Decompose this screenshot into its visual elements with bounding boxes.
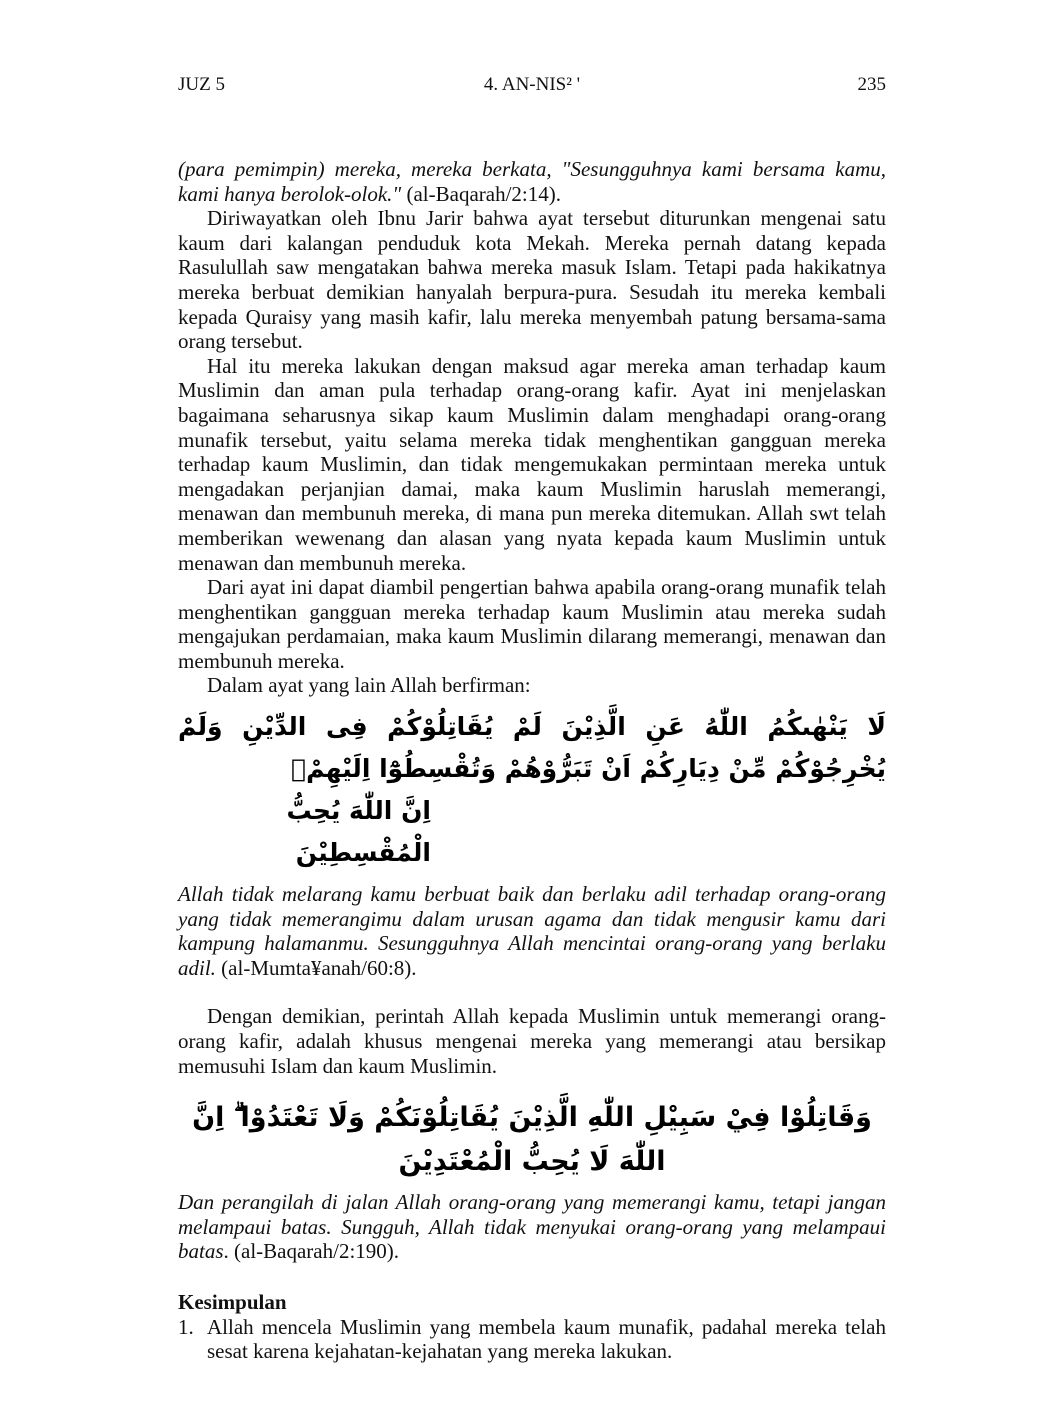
paragraph-4: Dalam ayat yang lain Allah berfirman:	[207, 673, 531, 698]
section-heading-conclusion: Kesimpulan	[178, 1290, 287, 1314]
quote-text: (para pemimpin) mereka, mereka berkata, "Sesungguhnya kami bersama kamu, kami hanya berolok-olok."	[178, 157, 886, 206]
translation-baqarah	[178, 1190, 886, 1264]
page-header	[178, 74, 886, 98]
paragraph-2: Hal itu mereka lakukan dengan maksud agar mereka aman terhadap kaum Muslimin dan aman pula terhadap orang-orang kafir. Ayat ini menjelaskan bagaimana seharusnya sikap kaum Muslimin dalam menghadapi orang-orang munafik tersebut, yaitu selama mereka tidak menghentikan gangguan mereka terhadap kaum Muslimin, dan tidak mengemukakan permintaan mereka untuk mengadakan perjanjian damai, maka kaum Muslimin haruslah memerangi, menawan dan membunuh mereka, di mana pun mereka ditemukan. Allah swt telah memberikan wewenang dan alasan yang nyata kepada kaum Muslimin untuk menawan dan membunuh mereka.	[178, 353, 886, 575]
translation-reference: . (al-Baqarah/2:190).	[223, 1239, 400, 1264]
arabic-verse-mumtahanah	[178, 706, 886, 874]
translation-text: Allah tidak melarang kamu berbuat baik dan berlaku adil terhadap orang-orang yang tidak memerangimu dalam urusan agama dan tidak mengusir kamu dari kampung halamanmu. Sesungguhnya Allah mencintai orang-orang yang berlaku adil.	[178, 882, 886, 980]
paragraph-3: Dari ayat ini dapat diambil pengertian bahwa apabila orang-orang munafik telah menghentikan gangguan mereka terhadap kaum Muslimin atau mereka sudah mengajukan perdamaian, maka kaum Muslimin dilarang memerangi, menawan dan membunuh mereka.	[178, 575, 886, 673]
list-item-text: Allah mencela Muslimin yang membela kaum munafik, padahal mereka telah sesat karena kejahatan-kejahatan yang mereka lakukan.	[207, 1314, 886, 1364]
paragraph-1: Diriwayatkan oleh Ibnu Jarir bahwa ayat tersebut diturunkan mengenai satu kaum dari kalangan penduduk kota Mekah. Mereka pernah datang kepada Rasulullah saw mengatakan bahwa mereka masuk Islam. Tetapi pada hakikatnya mereka berbuat demikian hanyalah berpura-pura. Sesudah itu mereka kembali kepada Quraisy yang masih kafir, lalu mereka menyembah patung bersama-sama orang tersebut.	[178, 206, 886, 354]
arabic-verse-line-2: اِنَّ اللّٰهَ يُحِبُّ الْمُقْسِطِيْنَ	[286, 796, 431, 868]
translation-reference: (al-Mumta¥anah/60:8).	[215, 955, 417, 980]
quote-continuation	[178, 157, 886, 206]
translation-mumtahanah	[178, 882, 886, 980]
quote-reference: (al-Baqarah/2:14).	[401, 181, 562, 206]
arabic-verse-line-1: لَا يَنْهٰىكُمُ اللّٰهُ عَنِ الَّذِيْنَ لَمْ يُقَاتِلُوْكُمْ فِى الدِّيْنِ وَلَمْ يُخْرِجُوْكُمْ مِّنْ دِيَارِكُمْ اَنْ تَبَرُّوْهُمْ وَتُقْسِطُوْٓا اِلَيْهِمْۗ	[178, 712, 886, 784]
juz-label: JUZ 5	[178, 74, 225, 95]
spacer	[178, 1264, 886, 1290]
conclusion-list	[178, 1315, 886, 1364]
list-item-number: 1.	[178, 1314, 194, 1339]
page-body	[178, 157, 886, 1364]
arabic-verse-baqarah: وَقَاتِلُوْا فِيْ سَبِيْلِ اللّٰهِ الَّذِيْنَ يُقَاتِلُوْنَكُمْ وَلَا تَعْتَدُوْا ۗ اِنَّ اللّٰهَ لَا يُحِبُّ الْمُعْتَدِيْنَ	[192, 1102, 872, 1178]
page-number: 235	[857, 74, 886, 95]
spacer	[178, 980, 886, 1004]
paragraph-5: Dengan demikian, perintah Allah kepada Muslimin untuk memerangi orang-orang kafir, adalah khusus mengenai mereka yang memerangi atau bersikap memusuhi Islam dan kaum Muslimin.	[178, 1004, 886, 1078]
translation-text: Dan perangilah di jalan Allah orang-orang yang memerangi kamu, tetapi jangan melampaui batas. Sungguh, Allah tidak menyukai orang-orang yang melampaui batas	[178, 1190, 886, 1264]
surah-title: 4. AN-NIS² '	[483, 74, 581, 95]
list-item	[178, 1315, 886, 1364]
